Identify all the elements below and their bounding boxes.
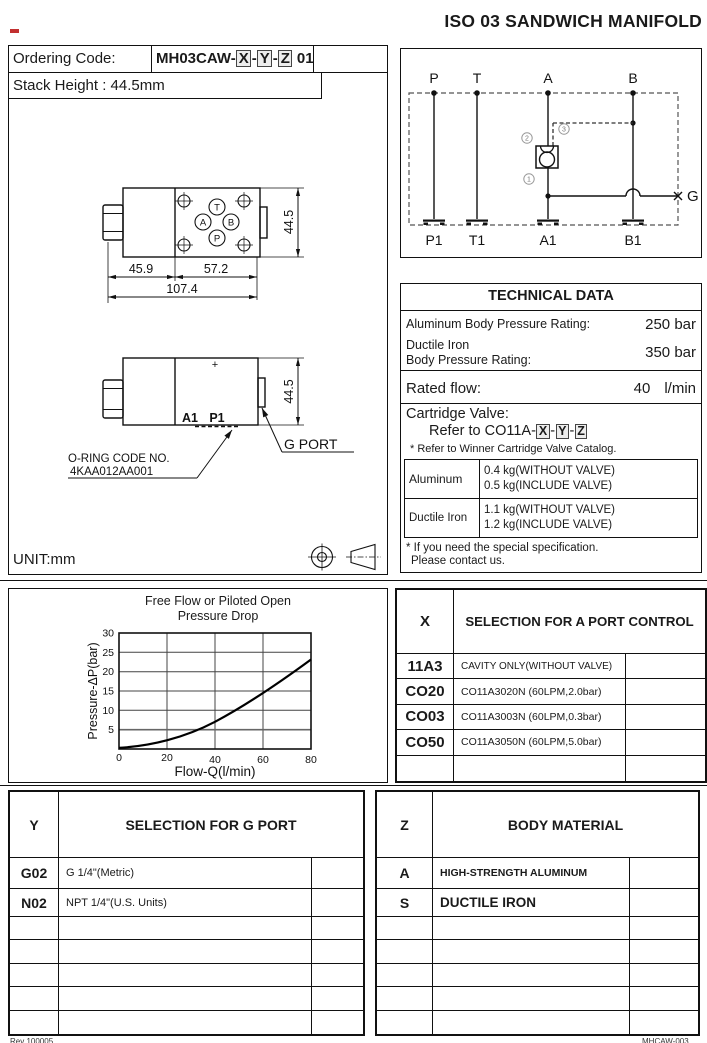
x-code-co50: CO50 xyxy=(397,730,454,755)
cartridge-dash1: - xyxy=(550,423,556,439)
cartridge-refer-line xyxy=(429,423,588,439)
chart-title-line2: Pressure Drop xyxy=(177,609,259,623)
pressure-drop-chart-panel xyxy=(8,588,388,783)
callout-3: 3 xyxy=(562,126,566,134)
empty-cell xyxy=(312,889,363,917)
x-table-title: SELECTION FOR A PORT CONTROL xyxy=(454,590,705,654)
ductile-rating-label1: Ductile Iron xyxy=(406,337,470,352)
empty-cell xyxy=(377,917,433,940)
x-desc-co03: CO11A3003N (60LPM,0.3bar) xyxy=(454,705,626,730)
code-prefix: MH03CAW- xyxy=(156,50,236,67)
x-selection-table xyxy=(395,588,707,783)
a1-label: A1 xyxy=(182,411,198,425)
empty-cell xyxy=(312,940,363,963)
plus-mark: + xyxy=(211,359,219,371)
port-t: T xyxy=(472,70,482,86)
z-desc-s: DUCTILE IRON xyxy=(433,889,630,917)
rated-flow-unit: l/min xyxy=(664,379,696,397)
empty-cell xyxy=(59,987,312,1010)
empty-cell xyxy=(630,940,698,963)
empty-cell xyxy=(630,964,698,987)
x-axis-label: Flow-Q(l/min) xyxy=(174,764,256,779)
ordering-code-row xyxy=(8,45,388,73)
mounting-holes xyxy=(175,192,253,254)
bottom-port-symbols xyxy=(423,220,644,226)
stack-height-row: Stack Height : 44.5mm xyxy=(8,73,322,99)
dimension-lines xyxy=(108,188,304,303)
y-desc-g02: G 1/4"(Metric) xyxy=(59,858,312,889)
weight-material-aluminum: Aluminum xyxy=(405,460,480,499)
target-icon xyxy=(308,544,336,571)
drawing-panel-border xyxy=(8,45,388,575)
rated-flow-value: 40 xyxy=(633,379,651,397)
port-p: P xyxy=(429,70,439,86)
port-p1: P1 xyxy=(425,232,443,248)
cone-icon xyxy=(346,545,381,570)
y-table-title: SELECTION FOR G PORT xyxy=(59,792,363,858)
cartridge-seg-z: Z xyxy=(575,424,588,439)
page-title: ISO 03 SANDWICH MANIFOLD xyxy=(444,11,702,31)
empty-cell xyxy=(10,987,59,1010)
top-port-labels xyxy=(429,70,637,86)
empty-cell xyxy=(377,987,433,1010)
empty-cell xyxy=(10,964,59,987)
rated-flow-label: Rated flow: xyxy=(406,379,482,397)
y-desc-n02: NPT 1/4"(U.S. Units) xyxy=(59,889,312,917)
bottom-port-labels xyxy=(425,232,641,248)
z-desc-a: HIGH-STRENGTH ALUMINUM xyxy=(433,858,630,889)
g-port-label: G PORT xyxy=(284,436,338,452)
g-label: G xyxy=(687,188,699,205)
x-code-co20: CO20 xyxy=(397,679,454,704)
x-tick: 60 xyxy=(257,754,269,766)
empty-cell xyxy=(59,917,312,940)
aluminum-rating-value: 250 bar xyxy=(645,315,696,333)
empty-cell xyxy=(377,1011,433,1034)
empty-cell xyxy=(377,964,433,987)
port-t1: T1 xyxy=(468,232,486,248)
ductile-rating-value: 350 bar xyxy=(645,344,696,361)
code-seg-y: Y xyxy=(257,50,272,67)
empty-cell xyxy=(433,917,630,940)
empty-cell xyxy=(626,705,705,730)
x-code-co03: CO03 xyxy=(397,705,454,730)
dim-107-4: 107.4 xyxy=(166,282,198,296)
x-desc-11a3: CAVITY ONLY(WITHOUT VALVE) xyxy=(454,654,626,679)
chart-title xyxy=(58,594,378,624)
weight-values-ductile xyxy=(480,499,697,538)
y-tick: 20 xyxy=(102,666,114,679)
empty-cell xyxy=(433,940,630,963)
empty-cell xyxy=(397,756,454,781)
y-code-g02: G02 xyxy=(10,858,59,889)
code-dash1: - xyxy=(251,50,257,67)
code-suffix: 01 xyxy=(296,50,314,67)
cartridge-refer-text: Refer to CO11A- xyxy=(429,423,536,439)
section-divider xyxy=(0,785,707,786)
section-divider xyxy=(0,580,707,581)
x-tick: 40 xyxy=(209,754,221,766)
x-table-code-header: X xyxy=(397,590,454,654)
callout-1: 1 xyxy=(527,176,531,184)
schematic-panel xyxy=(400,48,702,258)
empty-cell xyxy=(626,730,705,755)
x-tick: 0 xyxy=(116,752,122,764)
oring-code-line1: O-RING CODE NO. xyxy=(68,453,170,465)
dimension-arrows xyxy=(108,188,300,299)
cartridge-note: * Refer to Winner Cartridge Valve Catalog. xyxy=(410,443,617,455)
port-b: B xyxy=(628,70,638,86)
dim-57-2: 57.2 xyxy=(203,262,229,276)
ordering-empty-cell xyxy=(314,45,388,72)
cartridge-seg-y: Y xyxy=(556,424,569,439)
footer-left-text: Rev 100005 xyxy=(10,1037,54,1043)
empty-cell xyxy=(630,917,698,940)
empty-cell xyxy=(312,964,363,987)
port-letters xyxy=(195,199,239,246)
x-desc-co20: CO11A3020N (60LPM,2.0bar) xyxy=(454,679,626,704)
empty-cell xyxy=(377,940,433,963)
empty-cell xyxy=(312,858,363,889)
special-spec-note-line2: Please contact us. xyxy=(411,555,505,567)
x-tick: 80 xyxy=(305,754,317,766)
empty-cell xyxy=(10,1011,59,1034)
port-p-label: P xyxy=(213,233,221,245)
footer-right-text: MHCAW-003 xyxy=(642,1037,689,1043)
empty-cell xyxy=(59,940,312,963)
p1-label: P1 xyxy=(209,411,225,425)
red-mark xyxy=(10,29,19,33)
y-tick: 15 xyxy=(102,685,114,698)
empty-cell xyxy=(626,679,705,704)
x-tick: 20 xyxy=(161,752,173,764)
code-seg-x: X xyxy=(236,50,251,67)
empty-cell xyxy=(59,964,312,987)
port-t-label: T xyxy=(214,202,220,214)
check-valve-symbol xyxy=(536,146,558,168)
special-spec-note-line1: * If you need the special specification. xyxy=(406,542,599,554)
y-tick: 25 xyxy=(102,646,114,659)
cartridge-seg-x: X xyxy=(536,424,549,439)
empty-cell xyxy=(312,1011,363,1034)
empty-cell xyxy=(630,858,698,889)
weight-line: 1.1 kg(WITHOUT VALVE) xyxy=(484,504,615,517)
weight-line: 0.4 kg(WITHOUT VALVE) xyxy=(484,465,615,478)
ductile-rating-label2: Body Pressure Rating: xyxy=(406,352,532,367)
hydraulic-schematic xyxy=(401,49,700,256)
z-table-code-header: Z xyxy=(377,792,433,858)
divider xyxy=(401,403,701,404)
y-axis-ticks xyxy=(102,628,114,737)
weight-values-aluminum xyxy=(480,460,697,499)
empty-cell xyxy=(433,987,630,1010)
oring-code-line2: 4KAA012AA001 xyxy=(70,466,154,478)
empty-cell xyxy=(630,889,698,917)
weight-line: 0.5 kg(INCLUDE VALVE) xyxy=(484,479,613,492)
top-view-drawing xyxy=(60,178,310,308)
aluminum-rating-label: Aluminum Body Pressure Rating: xyxy=(406,317,591,331)
technical-data-title: TECHNICAL DATA xyxy=(401,284,701,311)
y-tick: 5 xyxy=(108,724,114,737)
dimension-texts xyxy=(129,210,296,296)
z-code-a: A xyxy=(377,858,433,889)
ordering-code-value xyxy=(152,45,314,72)
empty-cell xyxy=(630,987,698,1010)
weight-line: 1.2 kg(INCLUDE VALVE) xyxy=(484,518,613,531)
empty-cell xyxy=(433,964,630,987)
port-a: A xyxy=(543,70,553,86)
dim-44-5: 44.5 xyxy=(282,209,296,235)
callout-2: 2 xyxy=(525,135,529,143)
divider xyxy=(401,370,701,371)
port-a1: A1 xyxy=(539,232,557,248)
empty-cell xyxy=(312,917,363,940)
z-code-s: S xyxy=(377,889,433,917)
y-tick: 30 xyxy=(102,627,114,640)
ordering-code-label: Ordering Code: xyxy=(8,45,152,72)
top-view-outline xyxy=(103,188,267,257)
aluminum-rating-row xyxy=(406,314,696,334)
port-b1: B1 xyxy=(624,232,642,248)
technical-data-panel xyxy=(400,283,702,573)
empty-cell xyxy=(630,1011,698,1034)
empty-cell xyxy=(10,940,59,963)
y-selection-table xyxy=(8,790,365,1036)
weight-material-ductile: Ductile Iron xyxy=(405,499,480,538)
dim-45-9: 45.9 xyxy=(128,262,154,276)
cartridge-dash2: - xyxy=(569,423,575,439)
z-selection-table xyxy=(375,790,700,1036)
cartridge-valve-title: Cartridge Valve: xyxy=(406,406,509,422)
ductile-rating-row xyxy=(406,336,696,369)
rated-flow-row xyxy=(406,376,696,400)
code-seg-z: Z xyxy=(278,50,292,67)
dim-44-5: 44.5 xyxy=(282,379,296,404)
port-b-label: B xyxy=(227,217,235,229)
z-table-title: BODY MATERIAL xyxy=(433,792,698,858)
port-a-label: A xyxy=(199,217,207,229)
projection-symbol xyxy=(303,542,387,572)
chart-title-line1: Free Flow or Piloted Open xyxy=(145,594,291,608)
side-view-drawing xyxy=(60,350,360,485)
empty-cell xyxy=(433,1011,630,1034)
y-tick: 10 xyxy=(102,704,114,717)
unit-note: UNIT:mm xyxy=(13,551,76,568)
y-table-code-header: Y xyxy=(10,792,59,858)
empty-cell xyxy=(454,756,626,781)
empty-cell xyxy=(626,756,705,781)
weight-table xyxy=(404,459,698,538)
x-desc-co50: CO11A3050N (60LPM,5.0bar) xyxy=(454,730,626,755)
empty-cell xyxy=(626,654,705,679)
y-axis-label: Pressure-ΔP(bar) xyxy=(86,642,100,740)
y-code-n02: N02 xyxy=(10,889,59,917)
x-code-11a3: 11A3 xyxy=(397,654,454,679)
empty-cell xyxy=(312,987,363,1010)
gridlines xyxy=(119,633,311,749)
code-dash2: - xyxy=(272,50,278,67)
empty-cell xyxy=(59,1011,312,1034)
empty-cell xyxy=(10,917,59,940)
